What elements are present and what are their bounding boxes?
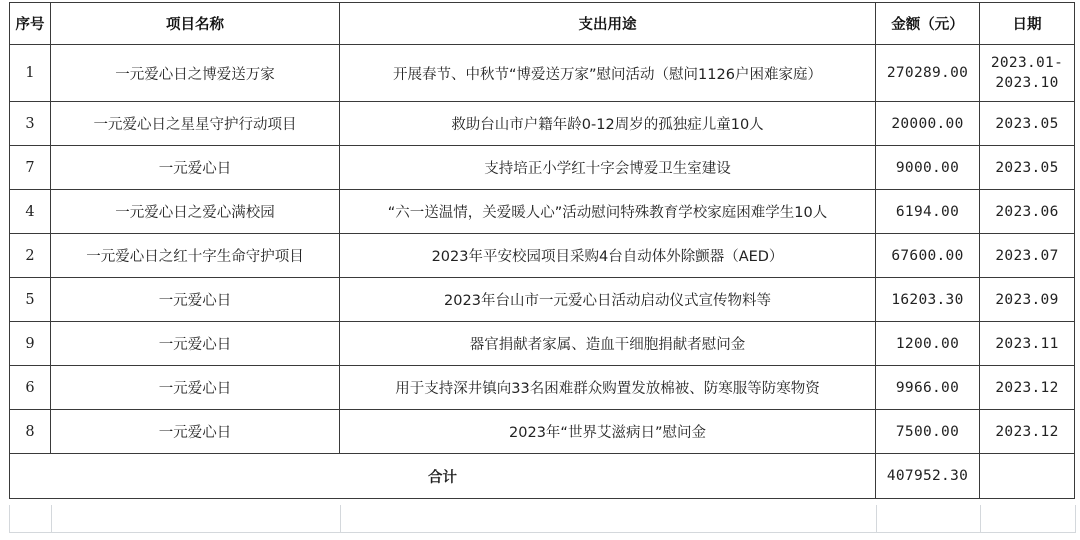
row-date: 2023.01-2023.10 [980, 45, 1075, 102]
row-project: 一元爱心日 [51, 410, 340, 454]
row-date: 2023.07 [980, 234, 1075, 278]
header-date: 日期 [980, 3, 1075, 45]
table-row [10, 102, 1075, 146]
total-date-empty [980, 454, 1075, 499]
row-date: 2023.09 [980, 278, 1075, 322]
ghost-divider [876, 505, 877, 532]
row-index: 8 [10, 410, 51, 454]
ghost-divider [980, 505, 981, 532]
row-index: 5 [10, 278, 51, 322]
row-amount: 9966.00 [876, 366, 980, 410]
row-purpose: 2023年平安校园项目采购4台自动体外除颤器（AED） [340, 234, 876, 278]
ghost-divider [51, 505, 52, 532]
row-amount: 16203.30 [876, 278, 980, 322]
row-date: 2023.12 [980, 366, 1075, 410]
trailing-empty-row [9, 505, 1076, 533]
row-project: 一元爱心日 [51, 146, 340, 190]
header-amount: 金额（元） [876, 3, 980, 45]
table-row [10, 45, 1075, 102]
table-row [10, 146, 1075, 190]
row-project: 一元爱心日之爱心满校园 [51, 190, 340, 234]
row-index: 3 [10, 102, 51, 146]
row-purpose: 支持培正小学红十字会博爱卫生室建设 [340, 146, 876, 190]
row-date: 2023.06 [980, 190, 1075, 234]
row-amount: 270289.00 [876, 45, 980, 102]
row-amount: 67600.00 [876, 234, 980, 278]
row-amount: 20000.00 [876, 102, 980, 146]
row-date: 2023.12 [980, 410, 1075, 454]
header-purpose: 支出用途 [340, 3, 876, 45]
row-project: 一元爱心日之星星守护行动项目 [51, 102, 340, 146]
total-amount: 407952.30 [876, 454, 980, 499]
row-index: 7 [10, 146, 51, 190]
row-purpose: 救助台山市户籍年龄0-12周岁的孤独症儿童10人 [340, 102, 876, 146]
row-purpose: 用于支持深井镇向33名困难群众购置发放棉被、防寒服等防寒物资 [340, 366, 876, 410]
row-amount: 6194.00 [876, 190, 980, 234]
row-index: 2 [10, 234, 51, 278]
row-date: 2023.05 [980, 146, 1075, 190]
table-row [10, 366, 1075, 410]
total-label: 合计 [10, 454, 876, 499]
ghost-divider [340, 505, 341, 532]
expenditure-table [9, 2, 1075, 499]
row-index: 9 [10, 322, 51, 366]
row-project: 一元爱心日 [51, 278, 340, 322]
row-project: 一元爱心日 [51, 322, 340, 366]
row-index: 1 [10, 45, 51, 102]
row-project: 一元爱心日之博爱送万家 [51, 45, 340, 102]
row-purpose: 2023年“世界艾滋病日”慰问金 [340, 410, 876, 454]
row-project: 一元爱心日 [51, 366, 340, 410]
row-purpose: 开展春节、中秋节“博爱送万家”慰问活动（慰问1126户困难家庭） [340, 45, 876, 102]
row-project: 一元爱心日之红十字生命守护项目 [51, 234, 340, 278]
table-row [10, 410, 1075, 454]
row-index: 6 [10, 366, 51, 410]
row-amount: 7500.00 [876, 410, 980, 454]
total-row [10, 454, 1075, 499]
table-row [10, 322, 1075, 366]
table-row [10, 278, 1075, 322]
row-purpose: 器官捐献者家属、造血干细胞捐献者慰问金 [340, 322, 876, 366]
row-purpose: 2023年台山市一元爱心日活动启动仪式宣传物料等 [340, 278, 876, 322]
table-row [10, 234, 1075, 278]
header-row [10, 3, 1075, 45]
row-purpose: “六一送温情，关爱暖人心”活动慰问特殊教育学校家庭困难学生10人 [340, 190, 876, 234]
row-index: 4 [10, 190, 51, 234]
header-project: 项目名称 [51, 3, 340, 45]
row-amount: 9000.00 [876, 146, 980, 190]
table-row [10, 190, 1075, 234]
header-index: 序号 [10, 3, 51, 45]
row-date: 2023.05 [980, 102, 1075, 146]
row-amount: 1200.00 [876, 322, 980, 366]
row-date: 2023.11 [980, 322, 1075, 366]
